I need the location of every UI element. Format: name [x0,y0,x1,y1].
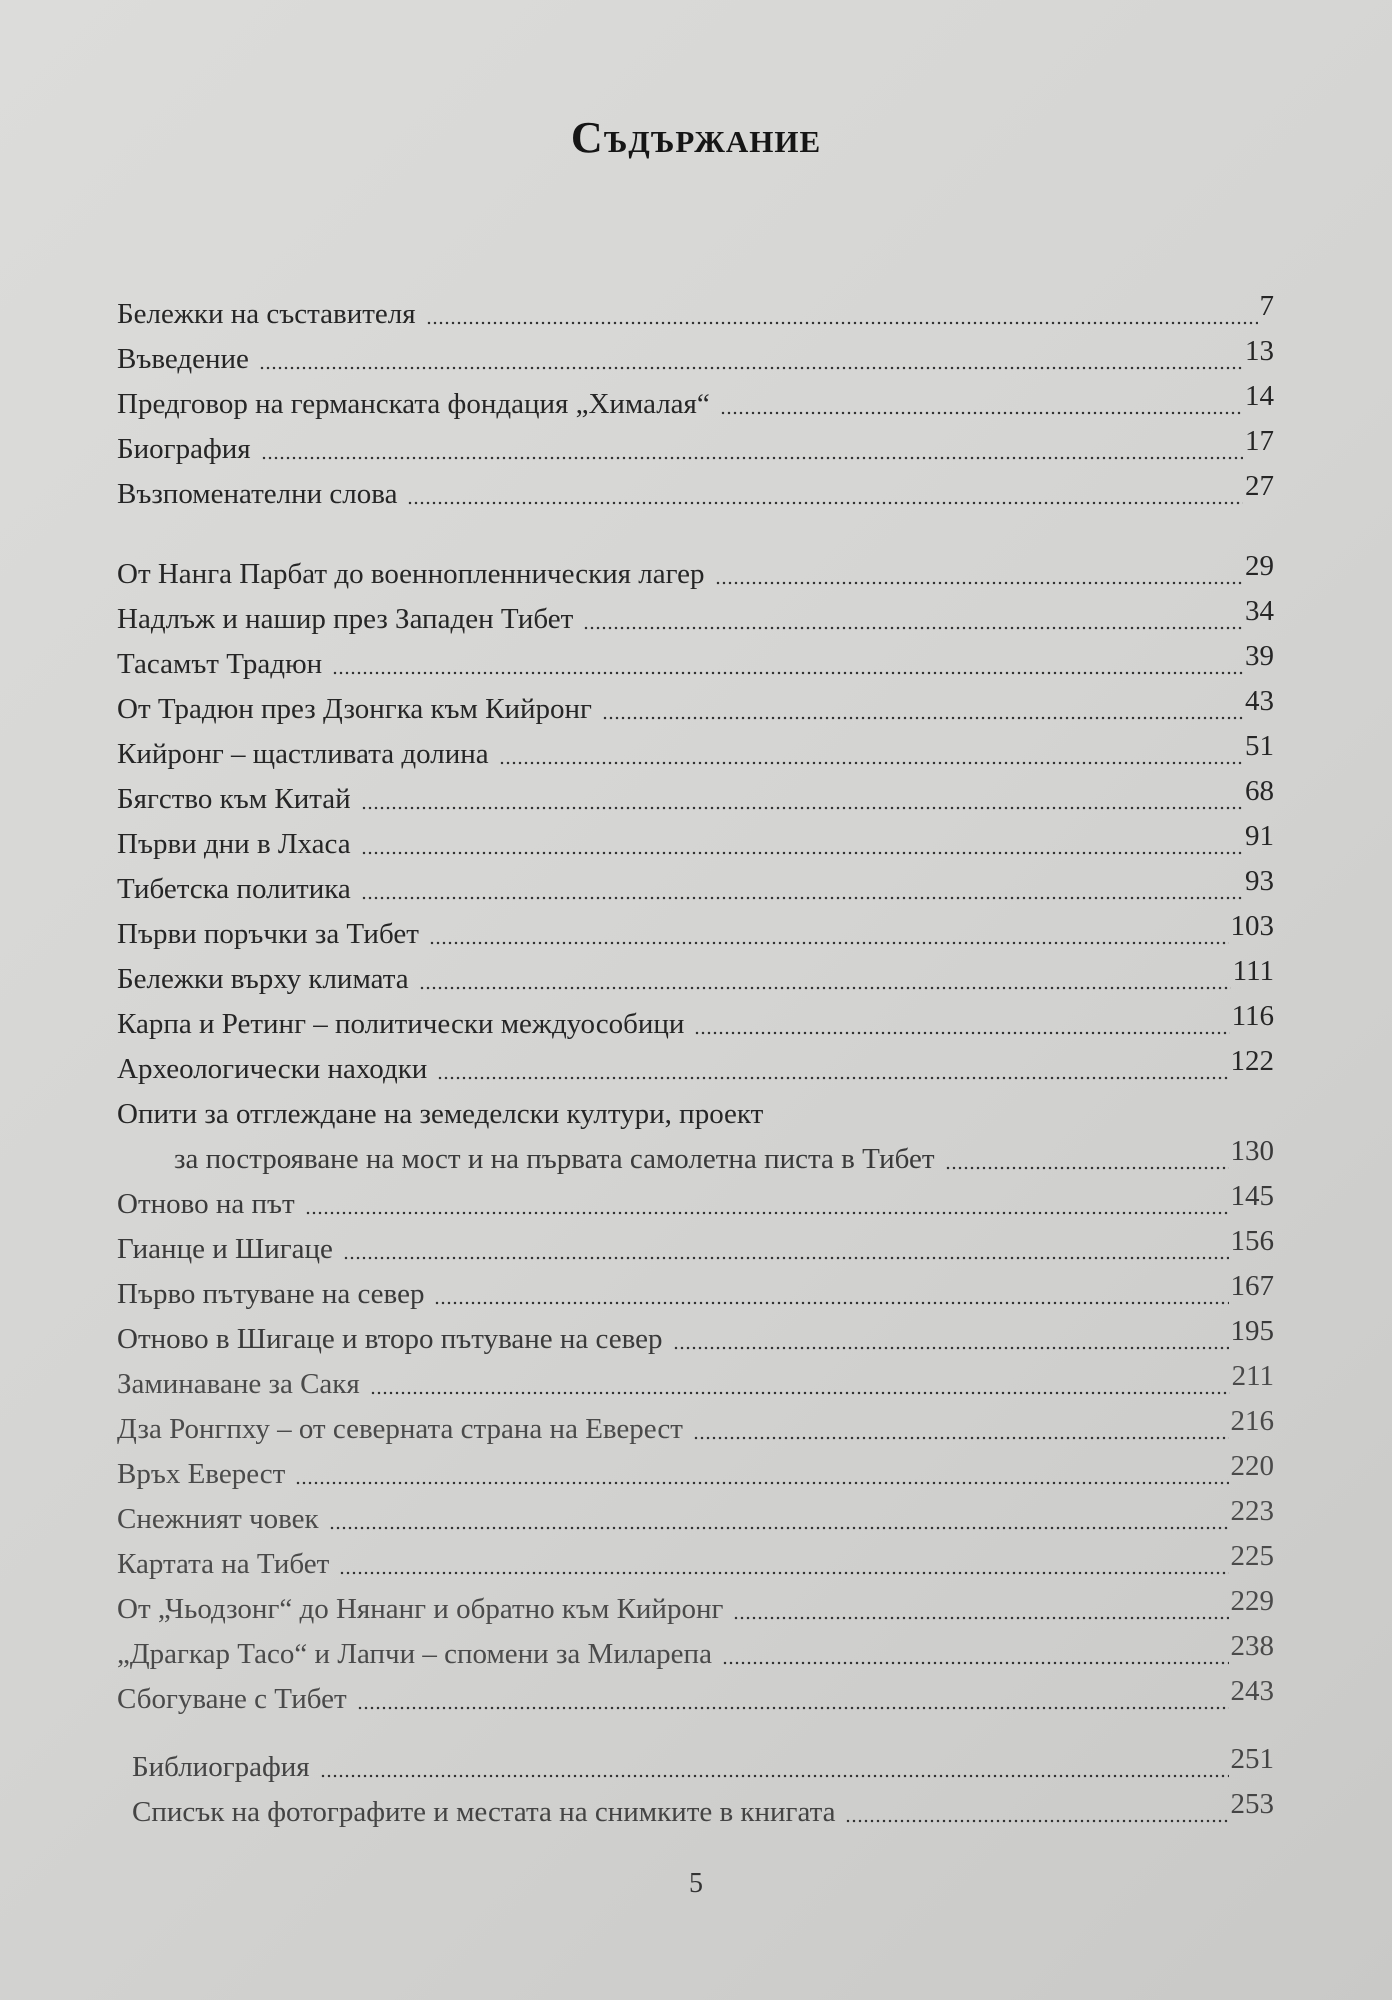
toc-entry-page: 116 [1231,1000,1274,1032]
toc-entry [117,382,1274,427]
toc-entry-page: 14 [1245,380,1274,412]
toc-entry [117,1452,1274,1497]
toc-entry-page: 13 [1245,335,1274,367]
toc-entry [117,957,1274,1002]
toc-entry-page: 253 [1230,1788,1274,1820]
toc-entry-title: Дза Ронгпху – от северната страна на Еверест [117,1413,683,1445]
toc-entry-title: Отново на път [117,1188,295,1220]
dot-leader [733,1616,1228,1620]
dot-leader [343,1256,1229,1260]
dot-leader [332,671,1243,675]
toc-entry-page: 130 [1230,1135,1274,1167]
toc-entry-title: Биография [117,433,251,465]
dot-leader [407,501,1243,505]
dot-leader [320,1774,1229,1778]
toc-entry-page: 195 [1230,1315,1274,1347]
toc-entry-page: 251 [1230,1743,1274,1775]
dot-leader [434,1301,1228,1305]
toc-entry-page: 91 [1245,820,1274,852]
toc-entry-page: 145 [1230,1180,1274,1212]
toc-entry-title: Първи дни в Лхаса [117,828,351,860]
toc-entry-page: 51 [1245,730,1274,762]
toc-entry [117,867,1274,912]
toc-entry-page: 103 [1230,910,1274,942]
dot-leader [295,1481,1228,1485]
toc-entry [117,1047,1274,1092]
toc-entry [117,1632,1274,1677]
dot-leader [426,321,1258,325]
toc-entry-page: 211 [1231,1360,1274,1392]
toc-entry-title: Опити за отглеждане на земеделски култури, проект [117,1098,764,1130]
toc-entry-title: Надлъж и нашир през Западен Тибет [117,603,574,635]
toc-entry-title: Гианце и Шигаце [117,1233,333,1265]
toc-entry [117,1677,1274,1722]
toc-entry [117,777,1274,822]
dot-leader [361,806,1243,810]
toc-entry-page: 238 [1230,1630,1274,1662]
toc-entry-title: От Традюн през Дзонгка към Кийронг [117,693,592,725]
dot-leader [419,986,1231,990]
toc-entry-title: Сбогуване с Тибет [117,1683,347,1715]
toc-entry [117,1407,1274,1452]
dot-leader [357,1706,1229,1710]
toc-entry [117,472,1274,517]
toc-entry-line [117,1092,1274,1137]
toc-entry-page: 122 [1230,1045,1274,1077]
toc-group-front-matter [117,292,1274,517]
toc-entry [117,1137,1274,1182]
toc-entry-page: 17 [1245,425,1274,457]
page-title: Съдържание [570,113,822,162]
toc-entry-title: Библиография [132,1751,310,1783]
toc-entry-title: От Нанга Парбат до военнопленническия лагер [117,558,705,590]
toc-entry [117,1182,1274,1227]
toc-entry-page: 223 [1230,1495,1274,1527]
toc-entry-title: Първо пътуване на север [117,1278,425,1310]
toc-entry-page: 27 [1245,470,1274,502]
dot-leader [339,1571,1228,1575]
toc-entry [132,1790,1274,1835]
toc-entry-page: 216 [1230,1405,1274,1437]
toc-entry [132,1745,1274,1790]
toc-entry-title: Отново в Шигаце и второ пътуване на север [117,1323,663,1355]
dot-leader [499,761,1243,765]
toc-entry-page: 111 [1232,955,1274,987]
toc-entry-title: Кийронг – щастливата долина [117,738,489,770]
toc-entry-page: 243 [1230,1675,1274,1707]
toc-entry-title: Предговор на германската фондация „Хималая“ [117,388,710,420]
toc-group-back-matter [132,1745,1274,1835]
toc-entry-title: Бележки на съставителя [117,298,416,330]
toc-entry [117,1002,1274,1047]
toc-entry [117,1227,1274,1272]
toc-entry [117,427,1274,472]
toc-entry-title: за построяване на мост и на първата самолетна писта в Тибет [174,1143,935,1175]
dot-leader [437,1076,1228,1080]
dot-leader [715,581,1244,585]
toc-entry-title: „Драгкар Тасо“ и Лапчи – спомени за Миларепа [117,1638,712,1670]
toc-entry-page: 7 [1259,290,1274,322]
toc-entry [117,597,1274,642]
toc-entry [117,292,1274,337]
toc-entry [117,687,1274,732]
dot-leader [720,411,1243,415]
dot-leader [329,1526,1229,1530]
dot-leader [361,851,1243,855]
dot-leader [693,1436,1229,1440]
toc-entry-title: Тасамът Традюн [117,648,323,680]
toc-group-chapters [117,552,1274,1722]
toc-entry-page: 93 [1245,865,1274,897]
dot-leader [429,941,1229,945]
dot-leader [261,456,1243,460]
toc-entry-page: 167 [1230,1270,1274,1302]
dot-leader [370,1391,1230,1395]
toc-entry-title: Карпа и Ретинг – политически междуособици [117,1008,685,1040]
toc-entry-page: 229 [1230,1585,1274,1617]
toc-entry-title: Археологически находки [117,1053,428,1085]
dot-leader [845,1819,1228,1823]
toc-entry-title: Тибетска политика [117,873,351,905]
toc-entry-title: Списък на фотографите и местата на снимките в книгата [132,1796,836,1828]
toc-entry-title: Бележки върху климата [117,963,409,995]
toc-entry [117,1587,1274,1632]
toc-entry-title: Бягство към Китай [117,783,351,815]
dot-leader [305,1211,1229,1215]
dot-leader [673,1346,1229,1350]
dot-leader [945,1166,1229,1170]
toc-entry [117,1542,1274,1587]
dot-leader [361,896,1243,900]
toc-entry [117,822,1274,867]
toc-entry-page: 29 [1245,550,1274,582]
toc-entry-title: Въведение [117,343,249,375]
toc-entry [117,1317,1274,1362]
toc-entry [117,1497,1274,1542]
toc-entry-page: 68 [1245,775,1274,807]
dot-leader [694,1031,1229,1035]
toc-entry [117,337,1274,382]
toc-entry-page: 220 [1230,1450,1274,1482]
toc-entry-title: Първи поръчки за Тибет [117,918,419,950]
toc-entry [117,912,1274,957]
toc-entry-title: Картата на Тибет [117,1548,330,1580]
toc-entry-title: Възпоменателни слова [117,478,398,510]
dot-leader [602,716,1243,720]
dot-leader [722,1661,1229,1665]
toc-entry-title: Заминаване за Сакя [117,1368,360,1400]
toc-entry-page: 225 [1230,1540,1274,1572]
toc-entry [117,642,1274,687]
page-number: 5 [689,1868,703,1899]
toc-entry-page: 43 [1245,685,1274,717]
dot-leader [583,626,1243,630]
toc-entry [117,732,1274,777]
toc-entry [117,1272,1274,1317]
toc-entry-page: 39 [1245,640,1274,672]
toc-entry [117,1362,1274,1407]
toc-entry [117,552,1274,597]
toc-entry-page: 156 [1230,1225,1274,1257]
toc-entry-title: Снежният човек [117,1503,319,1535]
toc-entry-page: 34 [1245,595,1274,627]
dot-leader [259,366,1243,370]
toc-entry-title: Връх Еверест [117,1458,286,1490]
toc-entry-title: От „Чьодзонг“ до Нянанг и обратно към Кийронг [117,1593,724,1625]
